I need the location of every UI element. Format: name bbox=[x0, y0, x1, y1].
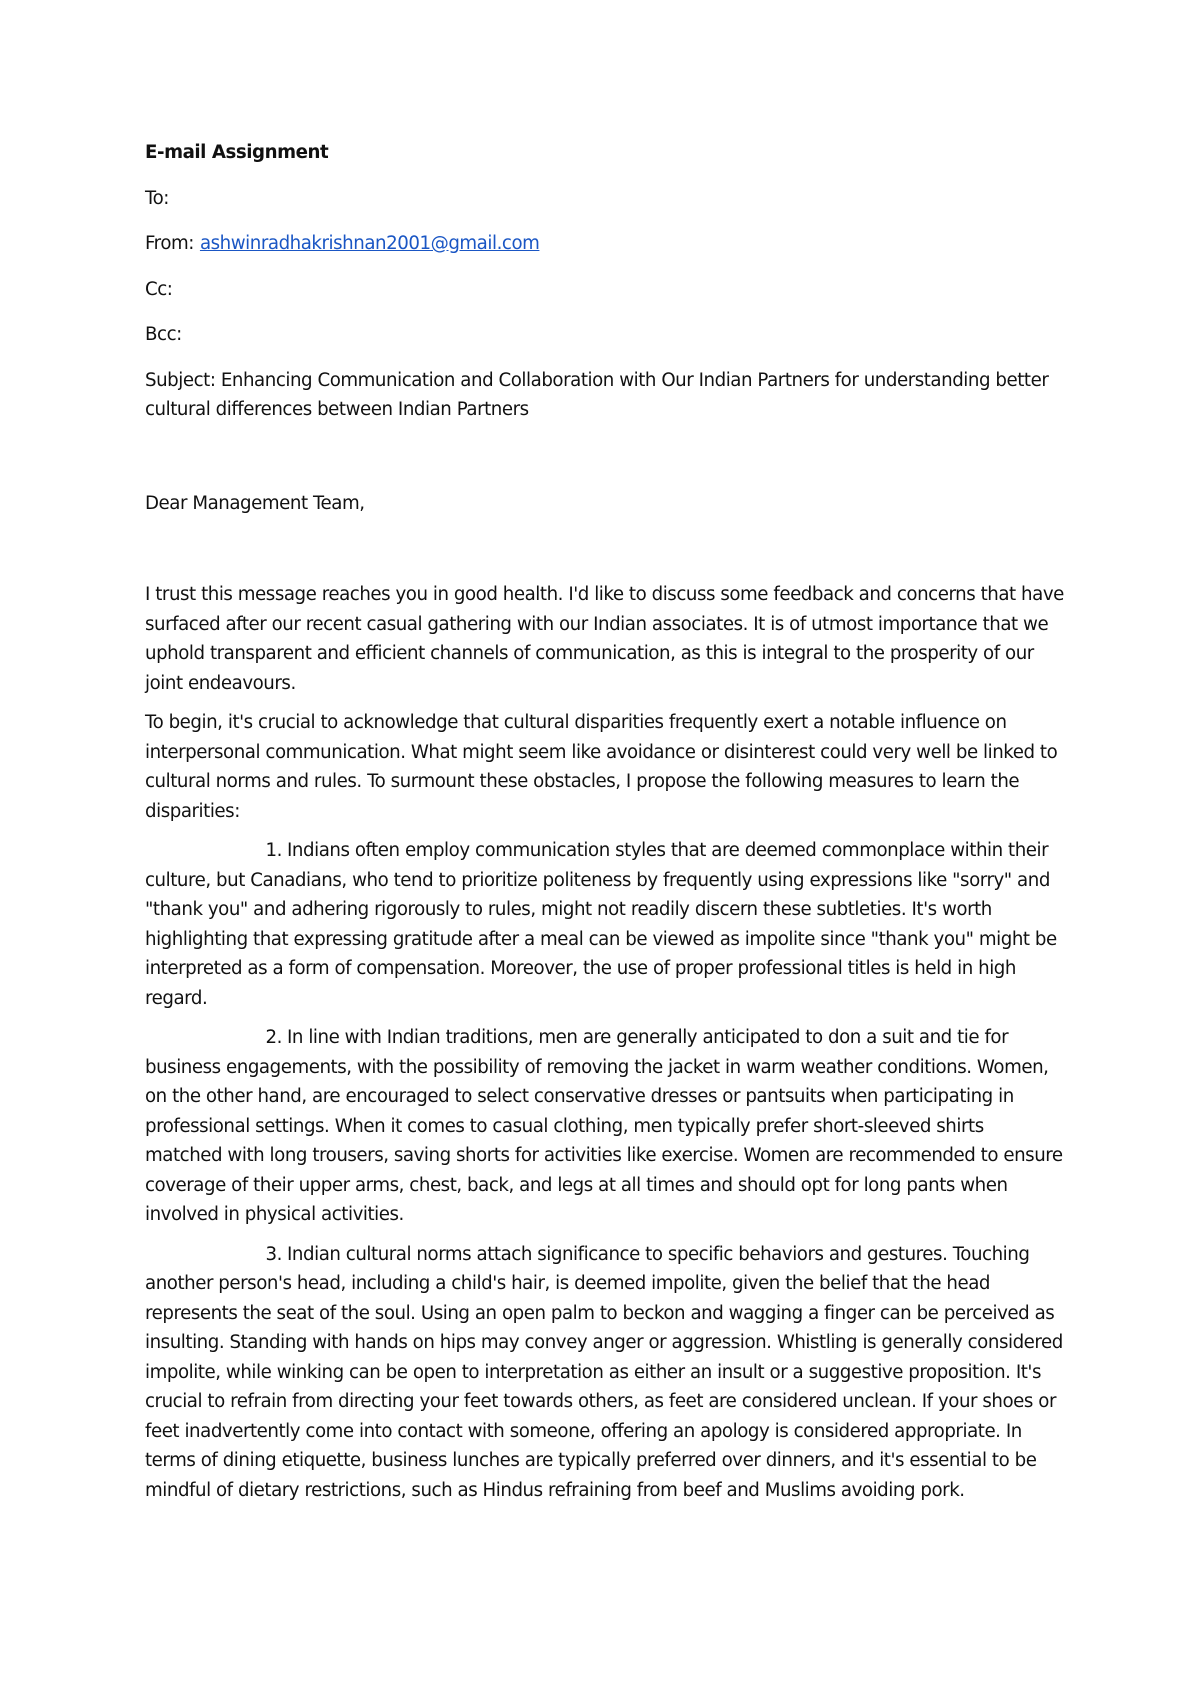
cc-label: Cc: bbox=[145, 278, 173, 300]
page-title: E-mail Assignment bbox=[145, 142, 329, 163]
to-line bbox=[145, 184, 1065, 214]
list-item-number: 2. bbox=[265, 1027, 282, 1048]
list-item-text: Indian cultural norms attach significance to specific behaviors and gestures. Touching another person's head, including a child's hair, is deemed impolite, given the belief that the head represents the seat of the soul. Using an open palm to beckon and wagging a finger can be perceived as insulting. Standing with hands on hips may convey anger or aggression. Whistling is generally considered impolite, while winking can be open to interpretation as either an insult or a suggestive proposition. It's crucial to refrain from directing your feet towards others, as feet are considered unclean. If your shoes or feet inadvertently come into contact with someone, offering an apology is considered appropriate. In terms of dining etiquette, business lunches are typically preferred over dinners, and it's essential to be mindful of dietary restrictions, such as Hindus refraining from beef and Muslims avoiding pork. bbox=[145, 1243, 1063, 1501]
intro-paragraph: I trust this message reaches you in good health. I'd like to discuss some feedback and concerns that have surfaced after our recent casual gathering with our Indian associates. It is of utmost importance that we uphold transparent and efficient channels of communication, as this is integral to the prosperity of our joint endeavours. bbox=[145, 584, 1064, 694]
bcc-label: Bcc: bbox=[145, 324, 182, 345]
bcc-line bbox=[145, 320, 1065, 350]
from-line bbox=[145, 229, 1065, 259]
from-email-link[interactable]: ashwinradhakrishnan2001@gmail.com bbox=[199, 233, 540, 254]
list-item-number: 3. bbox=[265, 1243, 282, 1265]
from-label: From: bbox=[145, 233, 194, 254]
list-item bbox=[145, 1240, 1065, 1506]
list-item-text: In line with Indian traditions, men are generally anticipated to don a suit and tie for business engagements, with the possibility of removing the jacket in warm weather conditions. Women, on the other hand, are encouraged to select conservative dresses or pantsuits when participating in professional settings. When it comes to casual clothing, men typically prefer short-sleeved shirts matched with long trousers, saving shorts for activities like exercise. Women are recommended to ensure coverage of their upper arms, chest, back, and legs at all times and should opt for long pants when involved in physical activities. bbox=[145, 1027, 1063, 1225]
list-item bbox=[145, 1023, 1065, 1230]
list-item-number: 1. bbox=[265, 840, 282, 861]
to-label: To: bbox=[145, 187, 169, 209]
greeting: Dear Management Team, bbox=[145, 492, 365, 514]
cc-line bbox=[145, 275, 1065, 305]
list-item-text: Indians often employ communication styles that are deemed commonplace within their culture, but Canadians, who tend to prioritize politeness by frequently using expressions like "sorry" and "thank you" and adhering rigorously to rules, might not readily discern these subtleties. It's worth highlighting that expressing gratitude after a meal can be viewed as impolite since "thank you" might be interpreted as a form of compensation. Moreover, the use of proper professional titles is held in high regard. bbox=[145, 840, 1057, 1009]
list-item bbox=[145, 836, 1065, 1013]
document-page bbox=[145, 138, 1065, 1515]
subject-line: Subject: Enhancing Communication and Collaboration with Our Indian Partners for understanding better cultural differences between Indian Partners bbox=[145, 369, 1049, 420]
context-paragraph: To begin, it's crucial to acknowledge that cultural disparities frequently exert a notable influence on interpersonal communication. What might seem like avoidance or disinterest could very well be linked to cultural norms and rules. To surmount these obstacles, I propose the following measures to learn the disparities: bbox=[145, 712, 1058, 822]
